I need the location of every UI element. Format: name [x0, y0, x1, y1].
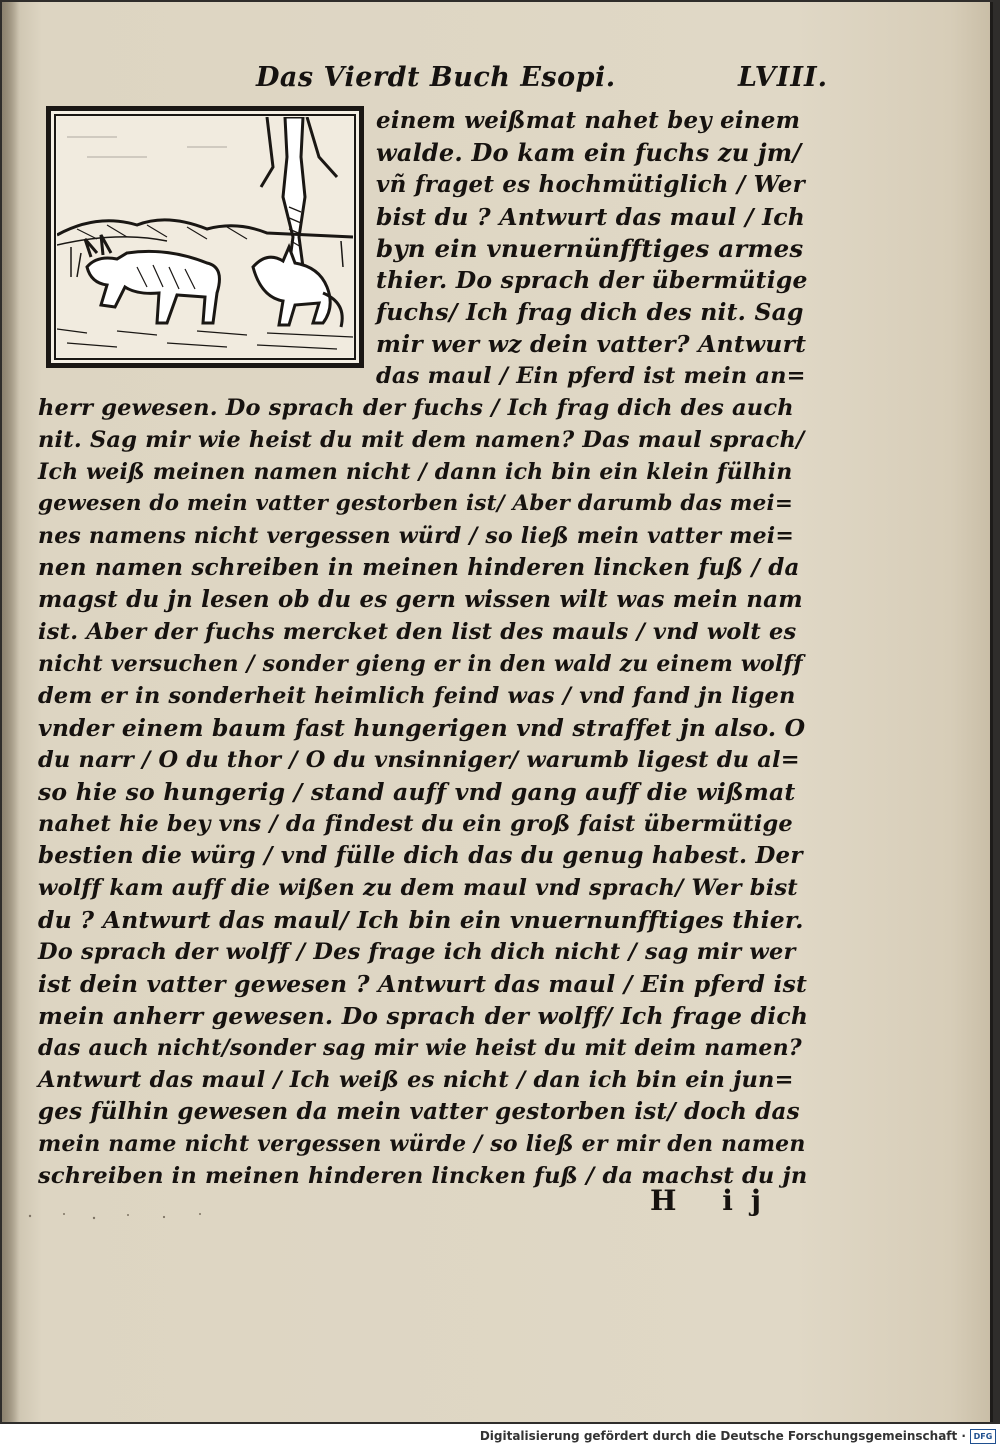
- text-line: so hie so hungerig / stand auff vnd gang auff die wißmat: [38, 778, 796, 806]
- text-line: schreiben in meinen hinderen lincken fuß / da machst du jn: [38, 1163, 808, 1189]
- text-line: bist du ? Antwurt das maul / Ich: [376, 203, 806, 231]
- text-line: nit. Sag mir wie heist du mit dem namen? Das maul sprach/: [38, 427, 805, 453]
- text-line: ist. Aber der fuchs mercket den list des mauls / vnd wolt es: [38, 619, 797, 645]
- text-line: nicht versuchen / sonder gieng er in den wald zu einem wolff: [38, 651, 803, 677]
- text-line: dem er in sonderheit heimlich feind was / vnd fand jn ligen: [38, 683, 796, 709]
- text-line: mein name nicht vergessen würde / so ließ er mir den namen: [38, 1131, 806, 1157]
- footer-credit: Digitalisierung gefördert durch die Deutsche Forschungsgemeinschaft ·: [479, 1429, 966, 1443]
- text-line: mein anherr gewesen. Do sprach der wolff/ Ich frage dich: [38, 1002, 809, 1030]
- running-title: Das Vierdt Buch Esopi.: [256, 62, 616, 93]
- dfg-logo: DFG: [970, 1429, 996, 1444]
- text-line: nes namens nicht vergessen würd / so ließ mein vatter mei=: [38, 523, 794, 549]
- text-line: bestien die würg / vnd fülle dich das du genug habest. Der: [38, 842, 803, 869]
- text-line: Do sprach der wolff / Des frage ich dich nicht / sag mir wer: [38, 939, 796, 965]
- text-line: magst du jn lesen ob du es gern wissen wilt was mein nam: [38, 586, 803, 613]
- folio-number: LVIII.: [738, 62, 829, 93]
- text-line: Antwurt das maul / Ich weiß es nicht / dan ich bin ein jun=: [38, 1067, 794, 1093]
- text-line: nahet hie bey vns / da findest du ein groß faist übermütige: [38, 811, 793, 837]
- text-line: Ich weiß meinen namen nicht / dann ich bin ein klein fülhin: [38, 459, 793, 485]
- text-line: fuchs/ Ich frag dich des nit. Sag: [376, 298, 804, 326]
- text-line: du ? Antwurt das maul/ Ich bin ein vnuernunfftiges thier.: [38, 906, 804, 934]
- text-line: thier. Do sprach der übermütige: [376, 266, 808, 294]
- woodcut-illustration: [46, 106, 364, 368]
- text-line: ges fülhin gewesen da mein vatter gestorben ist/ doch das: [38, 1098, 800, 1125]
- text-line: herr gewesen. Do sprach der fuchs / Ich frag dich des auch: [38, 395, 794, 421]
- text-line: walde. Do kam ein fuchs zu jm/: [376, 138, 802, 167]
- page-header: [0, 62, 1000, 104]
- text-line: gewesen do mein vatter gestorben ist/ Aber darumb das mei=: [38, 491, 794, 516]
- text-line: vnder einem baum fast hungerigen vnd straffet jn also. O: [38, 714, 806, 742]
- page-spine-shadow: [2, 2, 20, 1422]
- text-line: wolff kam auff die wißen zu dem maul vnd sprach/ Wer bist: [38, 875, 798, 901]
- digitization-footer: [0, 1424, 1000, 1450]
- signature-mark: H ij: [650, 1184, 779, 1217]
- text-line: das maul / Ein pferd ist mein an=: [376, 363, 806, 389]
- text-line: ist dein vatter gewesen ? Antwurt das maul / Ein pferd ist: [38, 970, 808, 998]
- text-line: einem weißmat nahet bey einem: [376, 107, 801, 134]
- text-line: byn ein vnuernünfftiges armes: [376, 234, 804, 263]
- text-line: du narr / O du thor / O du vnsinniger/ warumb ligest du al=: [38, 747, 800, 773]
- text-line: nen namen schreiben in meinen hinderen lincken fuß / da: [38, 554, 800, 581]
- text-line: mir wer wz dein vatter? Antwurt: [376, 330, 807, 358]
- woodcut-image: [57, 117, 353, 357]
- margin-specks: [24, 1196, 224, 1226]
- text-line: das auch nicht/sonder sag mir wie heist du mit deim namen?: [38, 1035, 802, 1061]
- text-line: vñ fraget es hochmütiglich / Wer: [376, 171, 805, 198]
